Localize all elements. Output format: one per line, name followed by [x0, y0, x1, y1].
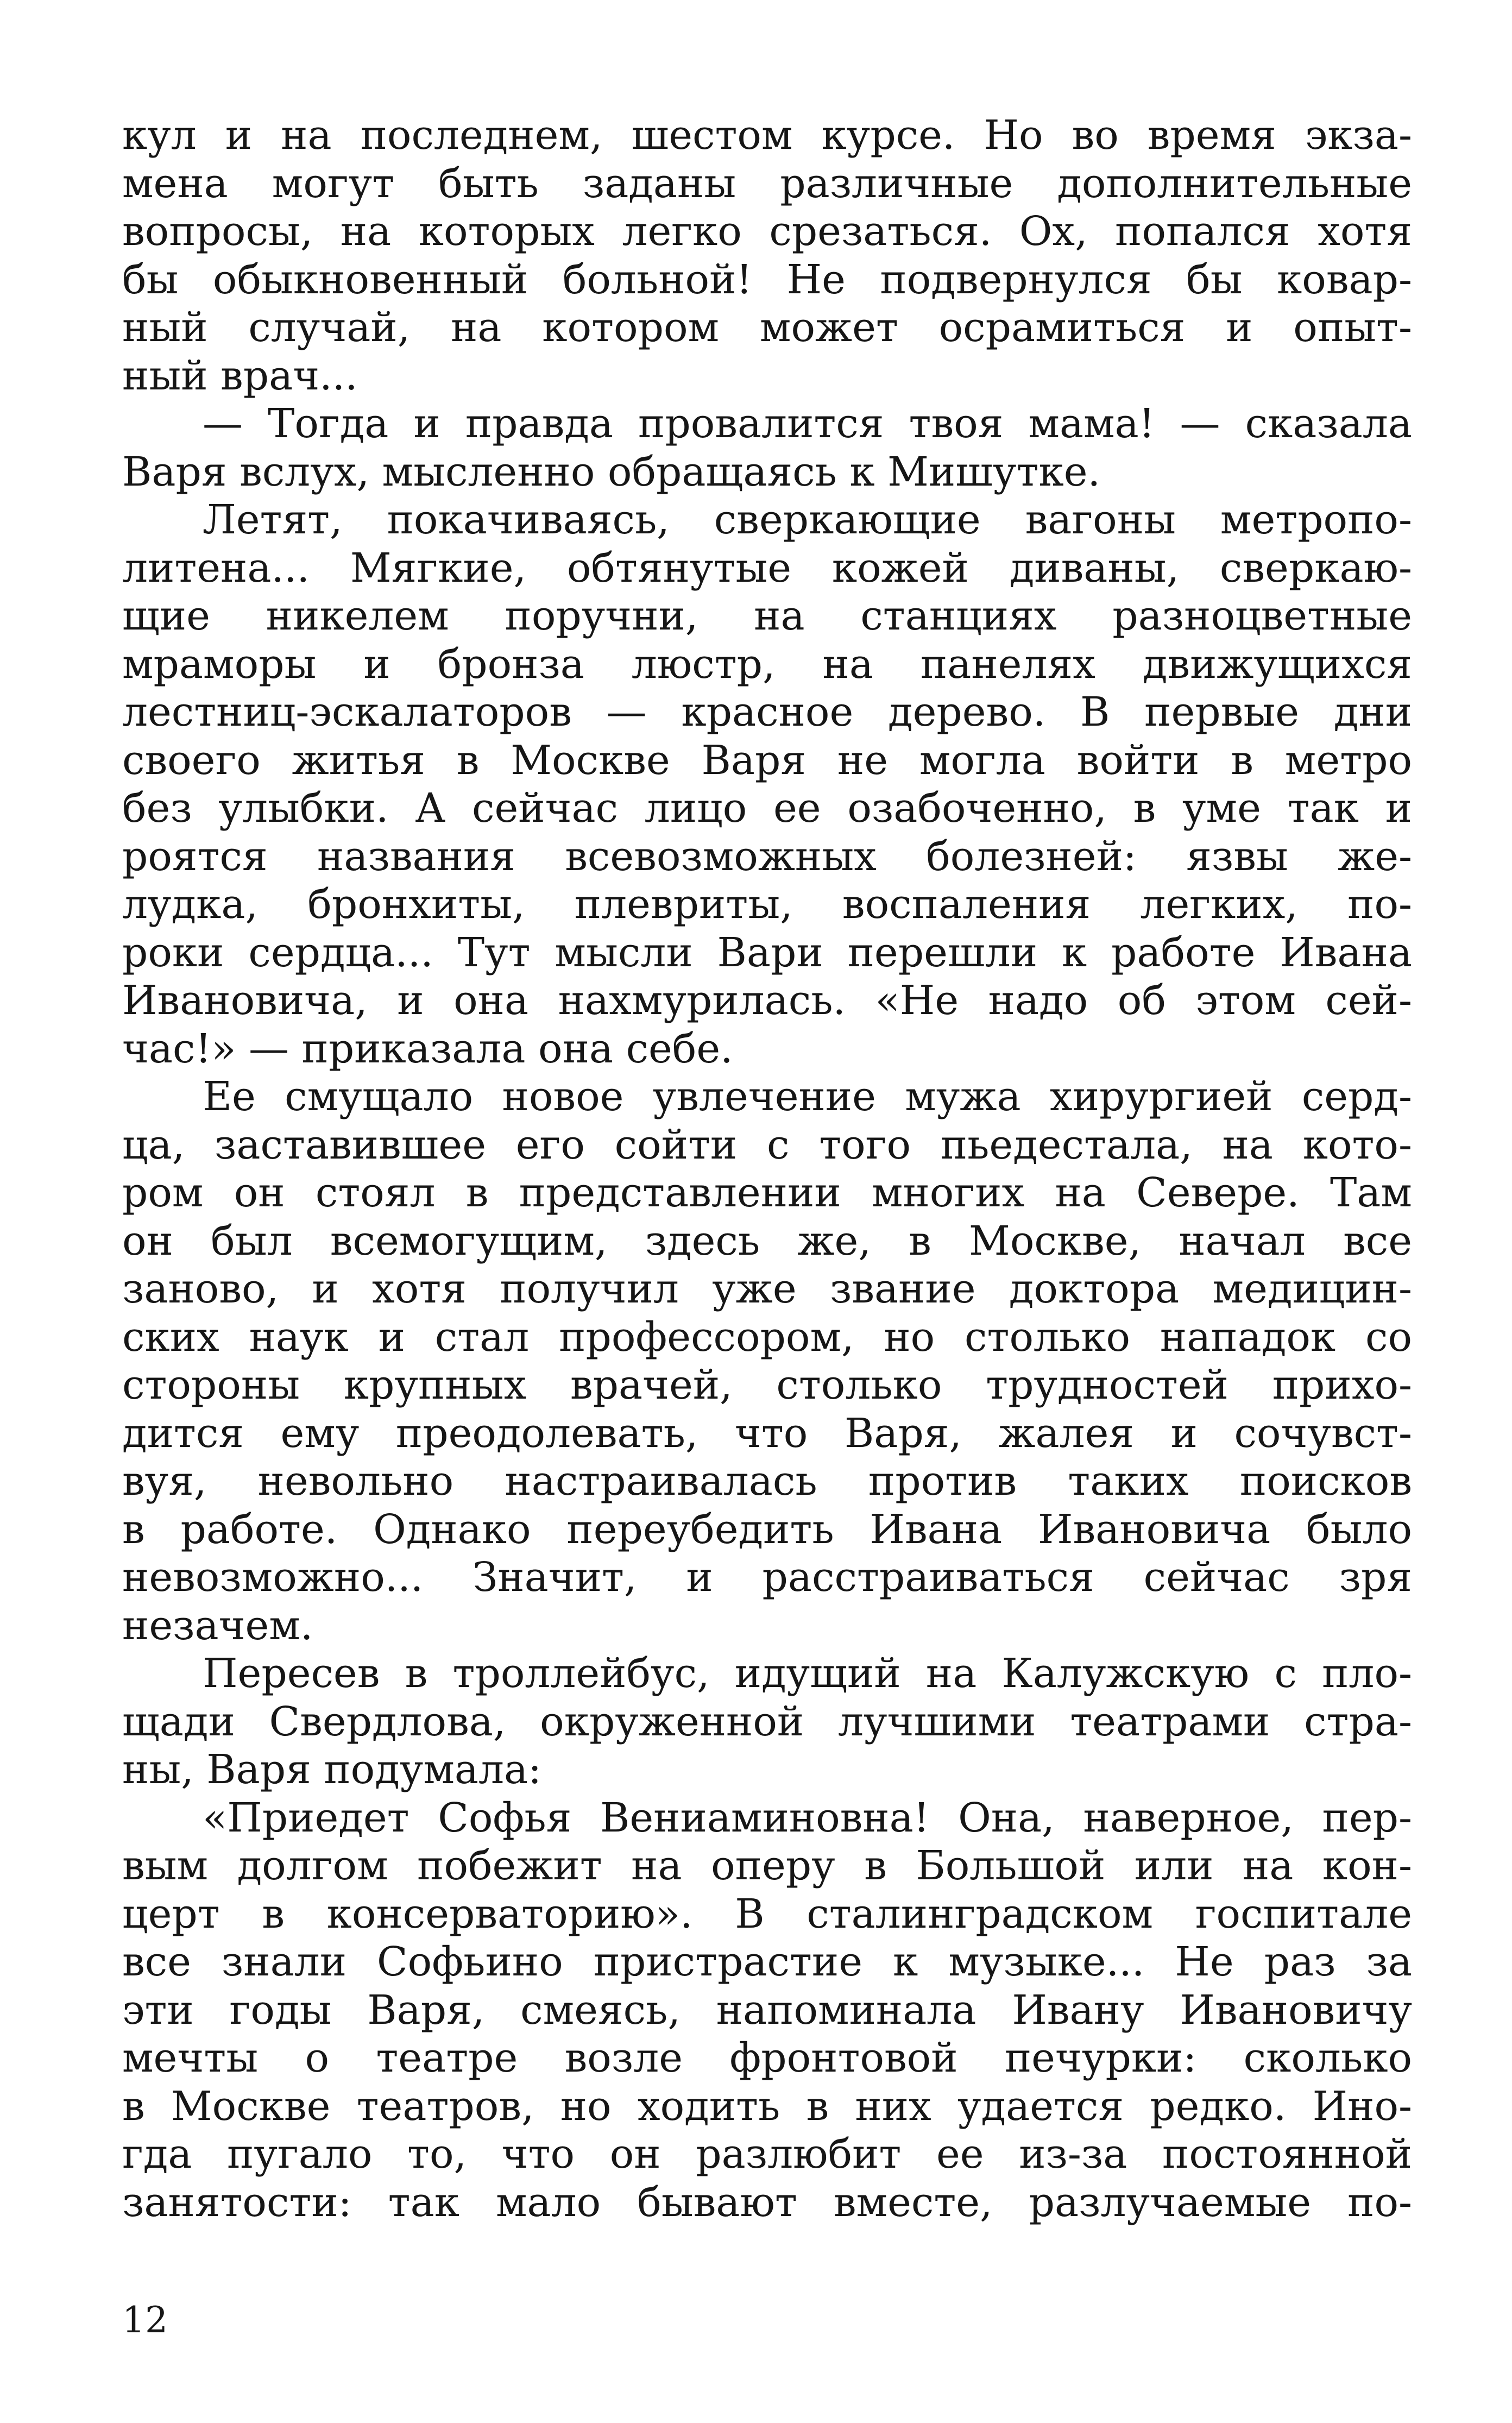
text-line: вопросы, на которых легко срезаться. Ох, попался хотя	[122, 208, 1412, 255]
page-number: 12	[122, 2299, 168, 2341]
text-line: без улыбки. А сейчас лицо ее озабоченно, в уме так и	[122, 785, 1412, 832]
text-line: ца, заставившее его сойти с того пьедестала, на кото-	[122, 1121, 1412, 1168]
text-line: Ивановича, и она нахмурилась. «Не надо об этом сей-	[122, 977, 1412, 1024]
text-line: Ее смущало новое увлечение мужа хирургией серд-	[203, 1073, 1412, 1120]
text-line: своего житья в Москве Варя не могла войти в метро	[122, 737, 1412, 784]
text-line: занятости: так мало бывают вместе, разлучаемые по-	[122, 2179, 1412, 2226]
text-line: ны, Варя подумала:	[122, 1746, 542, 1793]
text-line: эти годы Варя, смеясь, напоминала Ивану Ивановичу	[122, 1986, 1412, 2034]
text-line: ный врач...	[122, 352, 358, 399]
text-line: лестниц-эскалаторов — красное дерево. В первые дни	[122, 689, 1412, 735]
text-line: мраморы и бронза люстр, на панелях движущихся	[122, 640, 1412, 688]
text-line: «Приедет Софья Вениаминовна! Она, наверное, пер-	[203, 1794, 1412, 1841]
text-line: в работе. Однако переубедить Ивана Ивановича было	[122, 1506, 1412, 1553]
text-line: щади Свердлова, окруженной лучшими театрами стра-	[122, 1698, 1412, 1745]
text-line: гда пугало то, что он разлюбит ее из-за постоянной	[122, 2131, 1412, 2177]
text-line: роки сердца... Тут мысли Вари перешли к работе Ивана	[122, 929, 1412, 976]
text-line: мена могут быть заданы различные дополнительные	[122, 160, 1412, 207]
text-line: невозможно... Значит, и расстраиваться сейчас зря	[122, 1554, 1412, 1601]
text-line: ских наук и стал профессором, но столько нападок со	[122, 1313, 1412, 1361]
text-line: бы обыкновенный больной! Не подвернулся бы ковар-	[122, 256, 1412, 303]
text-line: вуя, невольно настраивалась против таких поисков	[122, 1458, 1412, 1505]
text-line: Летят, покачиваясь, сверкающие вагоны метропо-	[203, 496, 1412, 543]
text-line: заново, и хотя получил уже звание доктора медицин-	[122, 1266, 1412, 1312]
text-line: незачем.	[122, 1602, 313, 1649]
text-line: кул и на последнем, шестом курсе. Но во время экза-	[122, 112, 1412, 159]
text-line: щие никелем поручни, на станциях разноцветные	[122, 593, 1412, 639]
text-line: литена... Мягкие, обтянутые кожей диваны, сверкаю-	[122, 544, 1412, 591]
text-line: — Тогда и правда провалится твоя мама! — сказала	[203, 400, 1412, 447]
text-line: Варя вслух, мысленно обращаясь к Мишутке.	[122, 448, 1101, 495]
text-line: Пересев в троллейбус, идущий на Калужскую с пло-	[203, 1650, 1412, 1697]
text-line: ром он стоял в представлении многих на Севере. Там	[122, 1169, 1412, 1216]
text-line: час!» — приказала она себе.	[122, 1025, 733, 1072]
text-line: роятся названия всевозможных болезней: язвы же-	[122, 833, 1412, 880]
text-line: церт в консерваторию». В сталинградском госпитале	[122, 1890, 1412, 1937]
text-line: он был всемогущим, здесь же, в Москве, начал все	[122, 1217, 1412, 1264]
text-line: мечты о театре возле фронтовой печурки: сколько	[122, 2035, 1412, 2081]
text-line: лудка, бронхиты, плевриты, воспаления легких, по-	[122, 881, 1412, 928]
text-line: дится ему преодолевать, что Варя, жалея и сочувст-	[122, 1409, 1412, 1457]
text-line: стороны крупных врачей, столько трудностей прихо-	[122, 1362, 1412, 1408]
body-text	[122, 111, 1412, 2226]
text-line: все знали Софьино пристрастие к музыке... Не раз за	[122, 1939, 1412, 1985]
text-line: вым долгом побежит на оперу в Большой или на кон-	[122, 1842, 1412, 1889]
text-line: в Москве театров, но ходить в них удается редко. Ино-	[122, 2082, 1412, 2130]
text-line: ный случай, на котором может осрамиться и опыт-	[122, 304, 1412, 351]
